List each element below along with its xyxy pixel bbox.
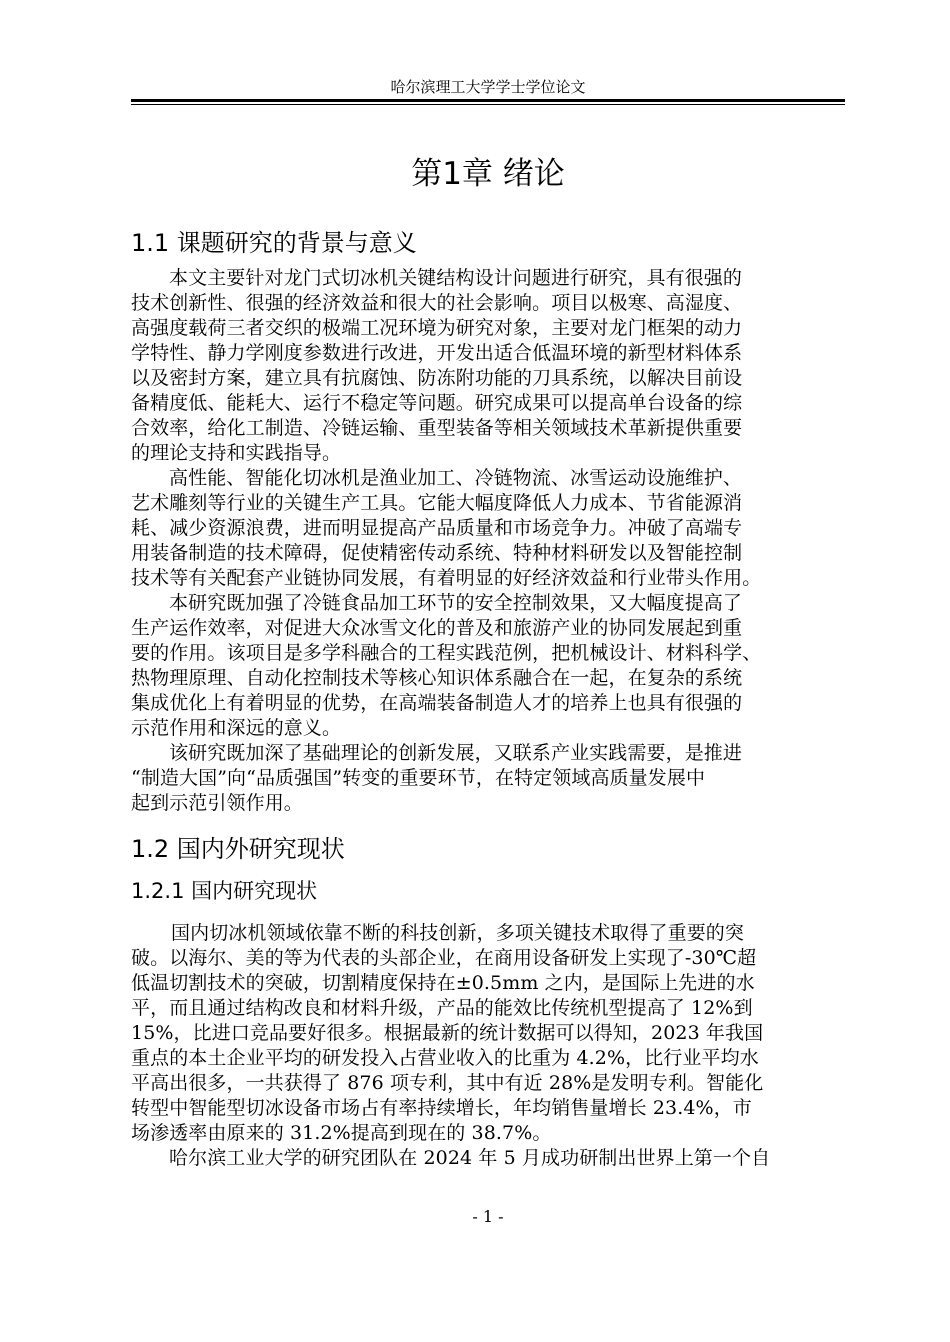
paragraph-line: 本研究既加强了冷链食品加工环节的安全控制效果，又大幅度提高了 [169, 592, 743, 614]
paragraph-line: “制造大国”向“品质强国”转变的重要环节，在特定领域高质量发展中 [131, 767, 706, 789]
paragraph-1-1-2 [131, 466, 845, 591]
paragraph-line: 哈尔滨工业大学的研究团队在 2024 年 5 月成功研制出世界上第一个自 [169, 1147, 771, 1169]
paragraph-line: 高强度载荷三者交织的极端工况环境为研究对象，主要对龙门框架的动力 [131, 317, 743, 339]
paragraph-line: 国内切冰机领域依靠不断的科技创新，多项关键技术取得了重要的突 [171, 922, 745, 944]
paragraph-line: 集成优化上有着明显的优势，在高端装备制造人才的培养上也具有很强的 [131, 692, 743, 714]
paragraph-1-2-1-2 [131, 1146, 845, 1171]
paragraph-line: 本文主要针对龙门式切冰机关键结构设计问题进行研究，具有很强的 [169, 267, 743, 289]
paragraph-line: 重点的本土企业平均的研发投入占营业收入的比重为 4.2%，比行业平均水 [131, 1047, 759, 1069]
paragraph-line: 备精度低、能耗大、运行不稳定等问题。研究成果可以提高单台设备的综 [131, 392, 743, 414]
paragraph-line: 该研究既加深了基础理论的创新发展，又联系产业实践需要，是推进 [169, 742, 743, 764]
paragraph-line: 低温切割技术的突破，切割精度保持在±0.5mm 之内，是国际上先进的水 [131, 972, 755, 994]
header-rule-thin [131, 104, 845, 105]
paragraph-line: 平，而且通过结构改良和材料升级，产品的能效比传统机型提高了 12%到 [131, 997, 753, 1019]
paragraph-line: 破。以海尔、美的等为代表的头部企业，在商用设备研发上实现了-30℃超 [131, 947, 757, 969]
section-heading-1-2-1: 1.2.1 国内研究现状 [131, 879, 318, 903]
paragraph-line: 生产运作效率，对促进大众冰雪文化的普及和旅游产业的协同发展起到重 [131, 617, 743, 639]
paragraph-line: 的理论支持和实践指导。 [131, 442, 342, 464]
paragraph-line: 用装备制造的技术障碍，促使精密传动系统、特种材料研发以及智能控制 [131, 542, 743, 564]
paragraph-line: 耗、减少资源浪费，进而明显提高产品质量和市场竞争力。冲破了高端专 [131, 517, 743, 539]
section-heading-1-2: 1.2 国内外研究现状 [131, 835, 345, 863]
section-heading-1-1: 1.1 课题研究的背景与意义 [131, 229, 417, 257]
paragraph-1-2-1-1 [131, 921, 845, 1146]
paragraph-1-1-4 [131, 741, 845, 816]
paragraph-line: 艺术雕刻等行业的关键生产工具。它能大幅度降低人力成本、节省能源消 [131, 492, 743, 514]
page-number: - 1 - [472, 1207, 504, 1226]
paragraph-line: 转型中智能型切冰设备市场占有率持续增长，年均销售量增长 23.4%，市 [131, 1097, 752, 1119]
paragraph-line: 平高出很多，一共获得了 876 项专利，其中有近 28%是发明专利。智能化 [131, 1072, 764, 1094]
running-header: 哈尔滨理工大学学士学位论文 [390, 78, 586, 96]
paragraph-line: 起到示范引领作用。 [131, 792, 303, 814]
paragraph-1-1-1 [131, 266, 845, 466]
header-rule-thick [131, 99, 845, 102]
paragraph-line: 场渗透率由原来的 31.2%提高到现在的 38.7%。 [131, 1122, 552, 1144]
paragraph-line: 技术等有关配套产业链协同发展，有着明显的好经济效益和行业带头作用。 [131, 567, 762, 589]
paragraph-1-1-3 [131, 591, 845, 741]
chapter-title: 第1章 绪论 [411, 156, 565, 192]
paragraph-line: 要的作用。该项目是多学科融合的工程实践范例，把机械设计、材料科学、 [131, 642, 762, 664]
paragraph-line: 高性能、智能化切冰机是渔业加工、冷链物流、冰雪运动设施维护、 [169, 467, 743, 489]
paragraph-line: 以及密封方案，建立具有抗腐蚀、防冻附功能的刀具系统，以解决目前设 [131, 367, 743, 389]
paragraph-line: 示范作用和深远的意义。 [131, 717, 342, 739]
paragraph-line: 技术创新性、很强的经济效益和很大的社会影响。项目以极寒、高湿度、 [131, 292, 743, 314]
paragraph-line: 热物理原理、自动化控制技术等核心知识体系融合在一起，在复杂的系统 [131, 667, 743, 689]
paragraph-line: 15%，比进口竞品要好很多。根据最新的统计数据可以得知，2023 年我国 [131, 1022, 764, 1044]
paragraph-line: 学特性、静力学刚度参数进行改进，开发出适合低温环境的新型材料体系 [131, 342, 743, 364]
paragraph-line: 合效率，给化工制造、冷链运输、重型装备等相关领域技术革新提供重要 [131, 417, 743, 439]
